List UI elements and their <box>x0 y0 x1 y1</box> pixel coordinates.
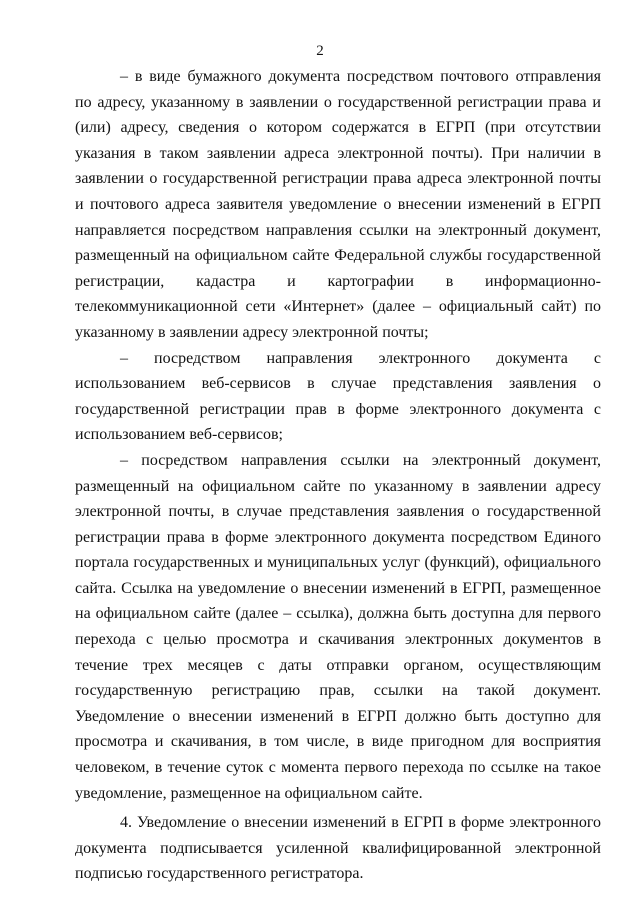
paragraph-web-services: – посредством направления электронного документа с использованием веб-сервисов в случае представления заявления о государственной регистрации прав в форме электронного документа с использованием веб-сервисов; <box>75 349 601 444</box>
paragraph-postal-delivery: – в виде бумажного документа посредством почтового отправления по адресу, указанному в заявлении о государственной регистрации права и (или) адресу, сведения о котором содержатся в ЕГРП (при отсутствии указания в таком заявлении адреса электронной почты). При наличии в заявлении о государственной регистрации права адреса электронной почты и почтового адреса заявителя уведомление о внесении изменений в ЕГРП направляется посредством направления ссылки на электронный документ, размещенный на официальном сайте Федеральной службы государственной регистрации, кадастра и картографии в информационно-телекоммуникационной сети «Интернет» (далее – официальный сайт) по указанному в заявлении адресу электронной почты; <box>75 68 601 341</box>
page-number: 2 <box>316 43 324 59</box>
paragraph-signature-clause: 4. Уведомление о внесении изменений в ЕГРП в форме электронного документа подписывается усиленной квалифицированной электронной подписью государственного регистратора. <box>75 814 601 883</box>
document-body <box>75 64 601 887</box>
paragraph-link-delivery: – посредством направления ссылки на электронный документ, размещенный на официальном сайте по указанному в заявлении адресу электронной почты, в случае представления заявления о государственной регистрации права в форме электронного документа посредством Единого портала государственных и муниципальных услуг (функций), официального сайта. Ссылка на уведомление о внесении изменений в ЕГРП, размещенное на официальном сайте (далее – ссылка), должна быть доступна для первого перехода с целью просмотра и скачивания электронных документов в течение трех месяцев с даты отправки органом, осуществляющим государственную регистрацию прав, ссылки на такой документ. Уведомление о внесении изменений в ЕГРП должно быть доступно для просмотра и скачивания, в том числе, в виде пригодном для восприятия человеком, в течение суток с момента первого перехода по ссылке на такое уведомление, размещенное на официальном сайте. <box>75 451 601 802</box>
